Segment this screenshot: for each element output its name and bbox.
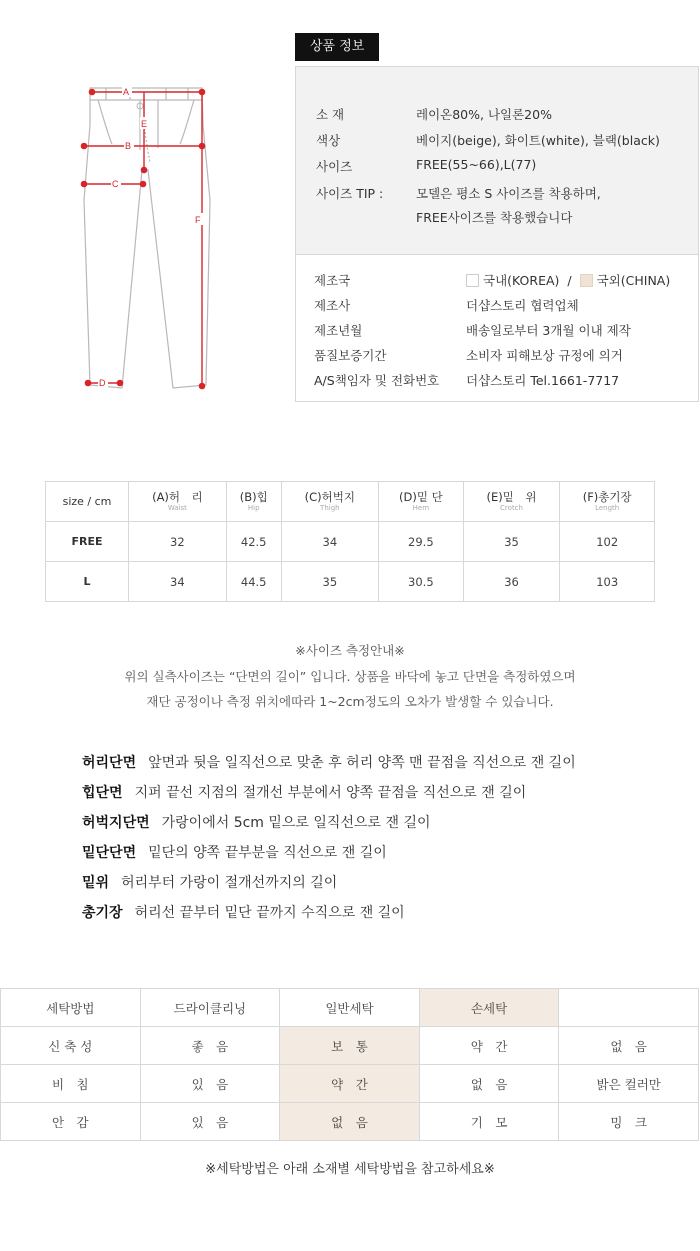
spec-value: 레이온80%, 나일론20%: [416, 107, 552, 122]
header-sublabel: Waist: [167, 504, 187, 512]
wash-cell: 기 모: [419, 1103, 559, 1141]
size-table: [45, 481, 655, 602]
table-cell: 103: [560, 562, 655, 602]
header-hip: [226, 482, 281, 522]
table-cell: 35: [463, 522, 560, 562]
table-cell: 42.5: [226, 522, 281, 562]
table-cell: 35: [281, 562, 378, 602]
product-spec-panel: [296, 67, 698, 255]
table-cell: 32: [129, 522, 227, 562]
definition-desc: 가랑이에서 5cm 밑으로 일직선으로 잰 길이: [161, 815, 431, 831]
wash-footer-note: ※세탁방법은 아래 소재별 세탁방법을 참고하세요※: [205, 1162, 495, 1177]
diagram-label-b: B: [125, 141, 132, 151]
definition-term: 밑단단면: [82, 845, 137, 861]
table-cell: 34: [129, 562, 227, 602]
header-label: (B)힙: [239, 490, 268, 504]
mfg-value: 배송일로부터 3개월 이내 제작: [466, 323, 631, 338]
header-waist: [129, 482, 227, 522]
notice-title: ※사이즈 측정안내※: [295, 643, 405, 658]
spec-value: 베이지(beige), 화이트(white), 블랙(black): [416, 133, 660, 148]
header-thigh: [281, 482, 378, 522]
product-info-tag: 상품 정보: [295, 33, 379, 61]
diagram-label-c: C: [112, 179, 119, 189]
wash-cell: 있 음: [140, 1065, 280, 1103]
header-sublabel: Hem: [412, 504, 430, 512]
definition-term: 허리단면: [82, 755, 137, 771]
product-info-box: [295, 66, 699, 402]
spec-value: 모델은 평소 S 사이즈를 착용하며,: [416, 186, 601, 201]
mfg-value: 더샵스토리 협력업체: [466, 298, 579, 313]
wash-cell: 비 침: [1, 1065, 141, 1103]
table-cell: 34: [281, 522, 378, 562]
notice-line-2: 재단 공정이나 측정 위치에따라 1~2cm정도의 오차가 발생할 수 있습니다.: [146, 694, 554, 709]
definition-desc: 허리부터 가랑이 절개선까지의 길이: [121, 875, 338, 891]
size-table-corner: size / cm: [46, 482, 129, 522]
definition-row: [82, 812, 431, 832]
origin-china-checkbox: [580, 274, 593, 287]
diagram-label-a: A: [123, 87, 130, 97]
header-sublabel: Length: [595, 504, 620, 512]
mfg-label: 제조사: [314, 298, 351, 313]
header-sublabel: Hip: [247, 504, 260, 512]
definition-term: 총기장: [82, 905, 123, 921]
wash-cell-selected: 약 간: [280, 1065, 420, 1103]
notice-line-1: 위의 실측사이즈는 “단면의 길이” 입니다. 상품을 바닥에 놓고 단면을 측정하였으며: [124, 669, 576, 684]
size-name: FREE: [46, 522, 129, 562]
definition-term: 힙단면: [82, 785, 123, 801]
wash-cell: 없 음: [559, 1027, 699, 1065]
mfg-label: 제조년월: [314, 323, 363, 338]
table-row: [46, 562, 655, 602]
size-name: L: [46, 562, 129, 602]
table-row: [1, 1065, 699, 1103]
spec-value: FREE사이즈를 착용했습니다: [416, 210, 573, 225]
wash-cell-selected: 손세탁: [419, 989, 559, 1027]
header-sublabel: Crotch: [500, 504, 523, 512]
wash-cell: 약 간: [419, 1027, 559, 1065]
origin-separator: /: [567, 273, 572, 288]
mfg-value: 더샵스토리 Tel.1661-7717: [466, 373, 620, 388]
pants-measurement-diagram: [70, 80, 230, 400]
wash-cell-selected: 보 통: [280, 1027, 420, 1065]
header-label: (A)허 리: [152, 490, 203, 504]
origin-options: [466, 271, 670, 289]
definition-desc: 밑단의 양쪽 끝부분을 직선으로 잰 길이: [148, 845, 387, 861]
header-length: [560, 482, 655, 522]
wash-cell: 안 감: [1, 1103, 141, 1141]
spec-label: 색상: [316, 133, 341, 148]
spec-label: 사이즈: [316, 159, 353, 174]
table-cell: 36: [463, 562, 560, 602]
diagram-label-d: D: [99, 378, 106, 388]
wash-cell: 드라이클리닝: [140, 989, 280, 1027]
definition-desc: 앞면과 뒷을 일직선으로 맞춘 후 허리 양쪽 맨 끝점을 직선으로 잰 길이: [148, 755, 576, 771]
table-row: [46, 522, 655, 562]
size-table-header: [46, 482, 655, 522]
spec-value: FREE(55~66),L(77): [416, 157, 537, 172]
wash-cell-selected: 없 음: [280, 1103, 420, 1141]
diagram-label-e: E: [141, 119, 148, 129]
definition-term: 밑위: [82, 875, 110, 891]
mfg-value: 소비자 피해보상 규정에 의거: [466, 348, 623, 363]
table-cell: 30.5: [378, 562, 463, 602]
definition-term: 허벅지단면: [82, 815, 150, 831]
wash-table: [0, 988, 699, 1141]
origin-korea-label: 국내(KOREA): [483, 273, 560, 288]
origin-china-label: 국외(CHINA): [596, 273, 671, 288]
header-label: (D)밑 단: [399, 490, 443, 504]
table-cell: 102: [560, 522, 655, 562]
wash-cell: 있 음: [140, 1103, 280, 1141]
header-label: (C)허벅지: [304, 490, 355, 504]
wash-cell: 일반세탁: [280, 989, 420, 1027]
table-cell: 29.5: [378, 522, 463, 562]
definition-desc: 지퍼 끝선 지점의 절개선 부분에서 양쪽 끝점을 직선으로 잰 길이: [134, 785, 527, 801]
mfg-label: 제조국: [314, 273, 351, 288]
definition-row: [82, 752, 576, 772]
spec-label: 사이즈 TIP :: [316, 186, 384, 201]
wash-cell: 밝은 컬러만: [559, 1065, 699, 1103]
table-row: [1, 1027, 699, 1065]
header-crotch: [463, 482, 560, 522]
table-row: [1, 1103, 699, 1141]
definition-desc: 허리선 끝부터 밑단 끝까지 수직으로 잰 길이: [134, 905, 405, 921]
mfg-label: A/S책임자 및 전화번호: [314, 373, 440, 388]
definition-row: [82, 872, 337, 892]
spec-label: 소 재: [316, 107, 345, 122]
header-label: (E)밑 위: [486, 490, 537, 504]
table-row: [1, 989, 699, 1027]
diagram-label-f: F: [195, 215, 201, 225]
mfg-label: 품질보증기간: [314, 348, 387, 363]
wash-cell: [559, 989, 699, 1027]
definition-row: [82, 842, 387, 862]
table-cell: 44.5: [226, 562, 281, 602]
wash-cell: 신 축 성: [1, 1027, 141, 1065]
wash-cell: 좋 음: [140, 1027, 280, 1065]
origin-korea-checkbox: [466, 274, 479, 287]
header-label: (F)총기장: [582, 490, 632, 504]
wash-cell: 없 음: [419, 1065, 559, 1103]
header-sublabel: Thigh: [320, 504, 340, 512]
definition-row: [82, 902, 405, 922]
wash-cell: 밍 크: [559, 1103, 699, 1141]
wash-cell: 세탁방법: [1, 989, 141, 1027]
header-hem: [378, 482, 463, 522]
definition-row: [82, 782, 526, 802]
